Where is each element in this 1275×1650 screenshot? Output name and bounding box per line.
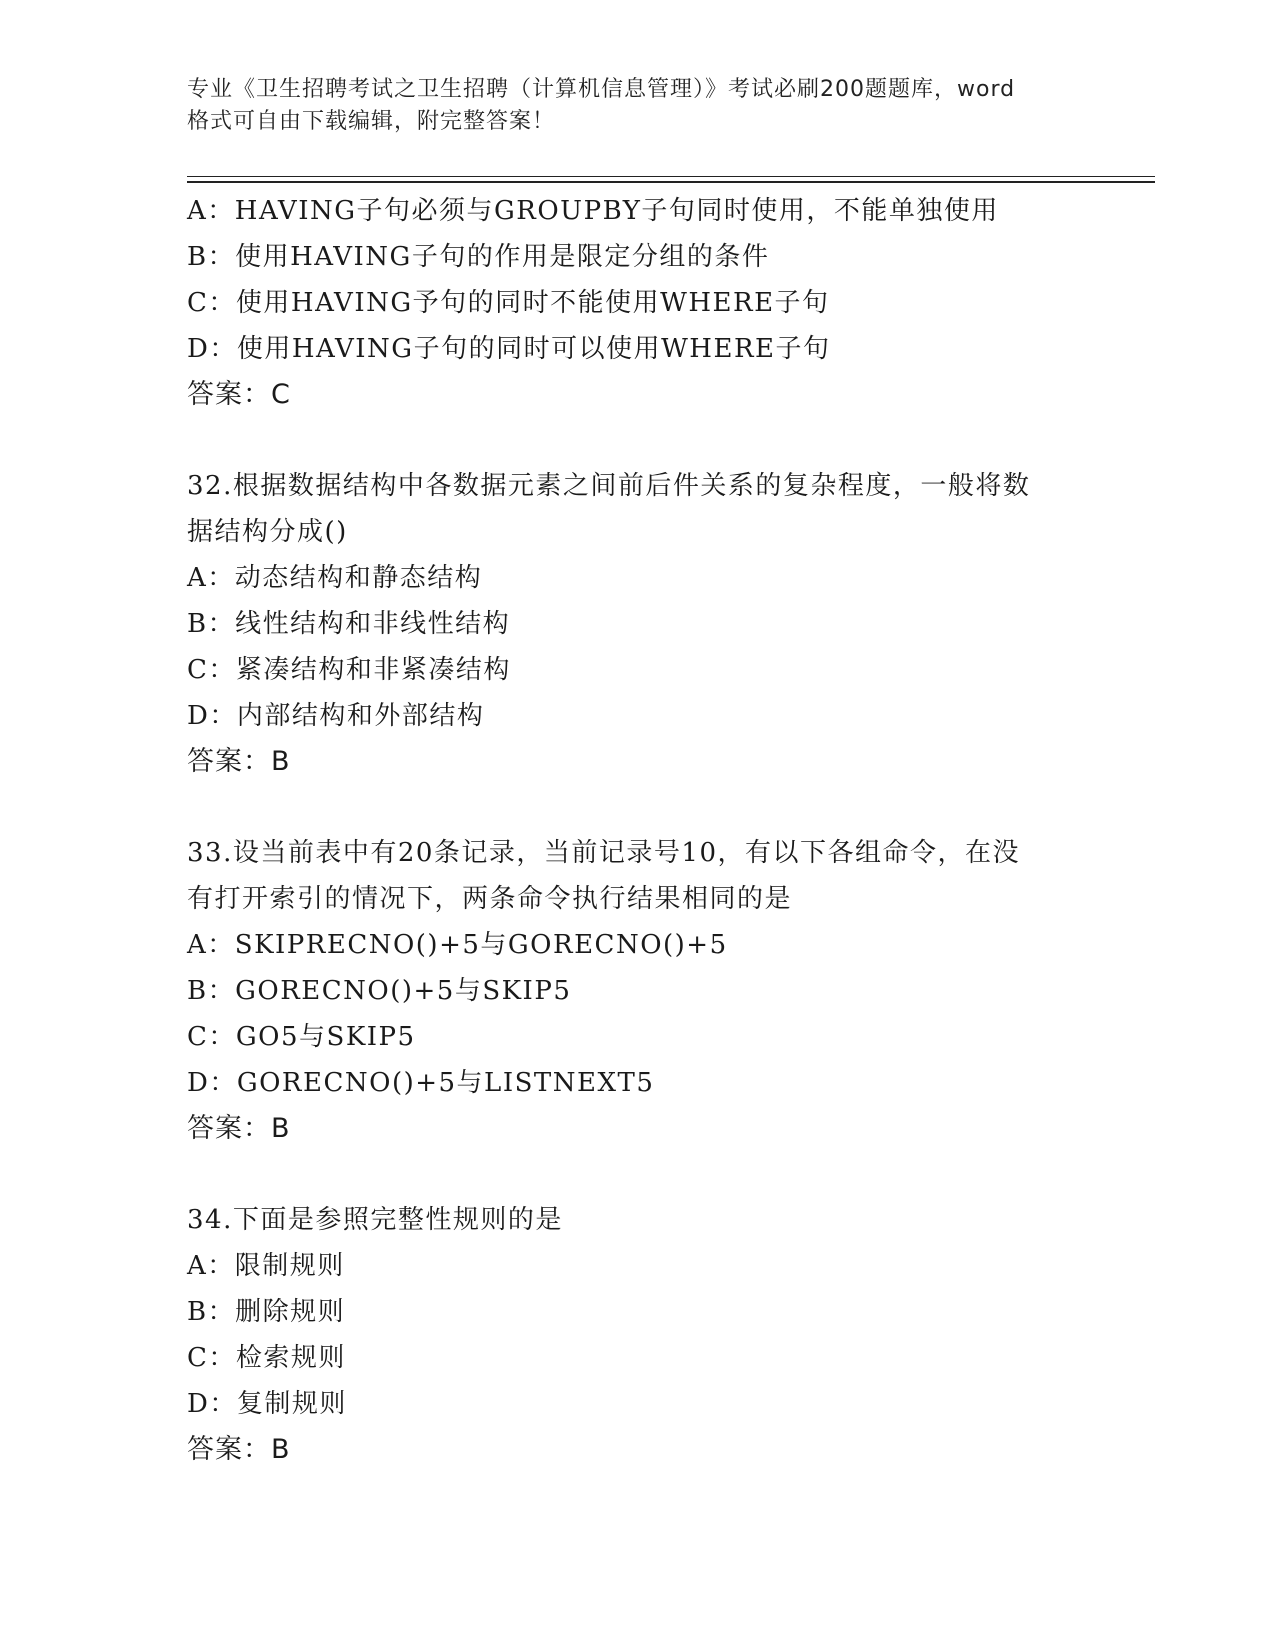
- question-34: [187, 1197, 1087, 1473]
- option-c: C：使用HAVING予句的同时不能使用WHERE子句: [187, 288, 830, 318]
- option-d: D：内部结构和外部结构: [187, 701, 485, 731]
- option-d: D：使用HAVING子句的同时可以使用WHERE子句: [187, 334, 831, 364]
- question-text-continued: 有打开索引的情况下，两条命令执行结果相同的是: [187, 884, 793, 914]
- answer: 答案：B: [187, 1434, 291, 1465]
- option-b: B：使用HAVING子句的作用是限定分组的条件: [187, 242, 770, 272]
- answer: 答案：B: [187, 1113, 291, 1144]
- question-32: [187, 463, 1087, 785]
- document-header: [187, 74, 1087, 138]
- option-c: C：检索规则: [187, 1343, 346, 1373]
- option-a: A：SKIPRECNO()+5与GORECNO()+5: [187, 930, 728, 960]
- option-d: D：GORECNO()+5与LISTNEXT5: [187, 1068, 655, 1098]
- option-c: C：紧凑结构和非紧凑结构: [187, 655, 511, 685]
- question-text: 34.下面是参照完整性规则的是: [187, 1205, 563, 1235]
- spacer: [187, 1152, 1087, 1197]
- header-line-1: 专业《卫生招聘考试之卫生招聘（计算机信息管理）》考试必刷200题题库，word: [187, 77, 1016, 102]
- question-text: 32.根据数据结构中各数据元素之间前后件关系的复杂程度，一般将数: [187, 471, 1031, 501]
- header-divider-thick: [187, 181, 1155, 183]
- header-divider-thin: [187, 176, 1155, 177]
- option-d: D：复制规则: [187, 1389, 347, 1419]
- option-a: A：动态结构和静态结构: [187, 563, 483, 593]
- option-b: B：GORECNO()+5与SKIP5: [187, 976, 572, 1006]
- answer: 答案：C: [187, 379, 291, 410]
- spacer: [187, 418, 1087, 463]
- answer: 答案：B: [187, 746, 291, 777]
- option-a: A：HAVING子句必须与GROUPBY子句同时使用，不能单独使用: [187, 196, 999, 226]
- option-b: B：删除规则: [187, 1297, 346, 1327]
- question-31: [187, 188, 1087, 418]
- option-a: A：限制规则: [187, 1251, 345, 1281]
- option-c: C：GO5与SKIP5: [187, 1022, 416, 1052]
- option-b: B：线性结构和非线性结构: [187, 609, 511, 639]
- question-text: 33.设当前表中有20条记录，当前记录号10，有以下各组命令，在没: [187, 838, 1021, 868]
- header-line-2: 格式可自由下载编辑，附完整答案！: [187, 109, 556, 134]
- spacer: [187, 785, 1087, 830]
- question-text-continued: 据结构分成(): [187, 517, 348, 547]
- question-33: [187, 830, 1087, 1152]
- question-list: [187, 188, 1087, 1473]
